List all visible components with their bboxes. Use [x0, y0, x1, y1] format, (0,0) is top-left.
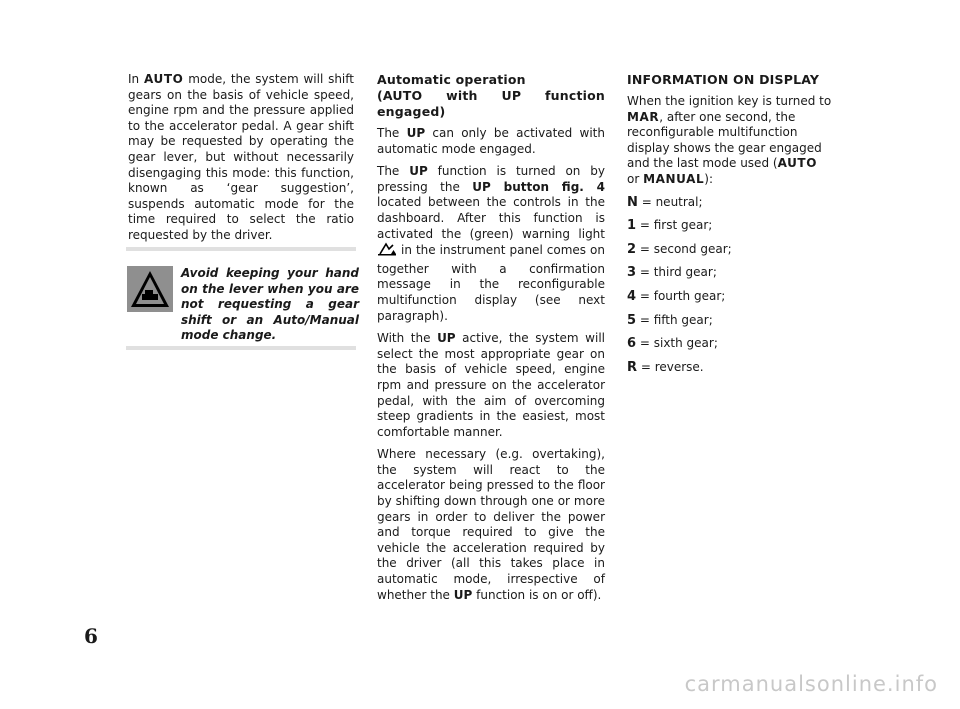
- keyword-up: UP: [409, 164, 428, 179]
- paragraph-auto-mode: [128, 72, 354, 244]
- keyword-up: UP: [437, 331, 456, 346]
- text: can only be activated with automatic mode engaged.: [377, 126, 605, 156]
- text: ):: [704, 171, 714, 186]
- gear-key: 2: [627, 241, 637, 257]
- text: In: [128, 72, 140, 86]
- text: active, the system will select the most appropriate gear on the basis of vehicle speed, engine rpm and pressure on the accelerator pedal, with the aim of overcoming steep gradients in the easiest, most comfortable manner.: [377, 331, 605, 439]
- heading-line: Automatic operation: [377, 72, 526, 87]
- keyword-auto: AUTO: [143, 72, 184, 86]
- text: located between the controls in the dashboard. After this function is activated the (green) warning light: [377, 195, 605, 241]
- gear-key: R: [627, 359, 638, 375]
- list-item-gear: [627, 218, 832, 234]
- text: Where necessary (e.g. overtaking), the system will react to the accelerator being pressed to the floor by shifting down through one or more gears in order to deliver the power and torque required to give the vehicle the acceleration required by the driver (all this takes place in automatic mode, irrespective of whether the: [377, 447, 605, 602]
- list-item-gear: [627, 313, 832, 329]
- list-item-gear: [627, 195, 832, 211]
- gear-key: 1: [627, 218, 637, 234]
- paragraph: [377, 331, 605, 440]
- gear-desc: = first gear;: [636, 218, 713, 233]
- paragraph: [377, 164, 605, 324]
- watermark: carmanualsonline.info: [684, 672, 938, 696]
- section-heading-information-on-display: INFORMATION ON DISPLAY: [627, 72, 820, 87]
- list-item-gear: [627, 336, 832, 352]
- gear-desc: = fourth gear;: [636, 288, 726, 303]
- gear-desc: = sixth gear;: [636, 336, 718, 351]
- gear-desc: = reverse.: [637, 359, 704, 374]
- hand-on-lever-warning-icon: [127, 266, 173, 312]
- divider-bottom: [126, 346, 356, 350]
- text: The: [377, 164, 400, 179]
- text: in the instrument panel comes on together with a confirmation message in the reconfigurable multifunction display (see next paragraph).: [377, 243, 605, 323]
- up-function-warning-light-icon: [377, 242, 397, 262]
- list-item-gear: [627, 242, 832, 258]
- keyword-up-button: UP button fig. 4: [472, 179, 605, 194]
- page-number: 6: [84, 624, 98, 648]
- paragraph-intro: [627, 94, 832, 188]
- text: When the ignition key is turned to: [627, 94, 832, 108]
- gear-key: 3: [627, 265, 637, 281]
- gear-key: N: [627, 194, 638, 210]
- paragraph: [377, 447, 605, 603]
- gear-desc: = second gear;: [636, 241, 732, 256]
- gear-desc: = neutral;: [637, 194, 703, 209]
- text: function is on or off).: [472, 587, 602, 602]
- gear-key: 6: [627, 336, 637, 352]
- text: or: [627, 171, 640, 186]
- column-middle: [377, 72, 605, 610]
- warning-text: Avoid keeping your hand on the lever when you are not requesting a gear shift or an Auto/Manual mode change.: [181, 266, 359, 343]
- keyword-auto: AUTO: [777, 156, 818, 171]
- heading-line: (AUTO with UP function engaged): [377, 88, 605, 119]
- list-item-gear: [627, 289, 832, 305]
- paragraph: [377, 126, 605, 157]
- text: , after one second, the reconfigurable multifunction display shows the gear engaged and the last mode used (: [627, 109, 822, 171]
- text: function is turned on by pressing the: [377, 164, 605, 194]
- gear-key: 4: [627, 288, 637, 304]
- gear-key: 5: [627, 312, 637, 328]
- list-item-gear: [627, 265, 832, 281]
- column-left: [128, 72, 354, 251]
- text: The: [377, 126, 400, 140]
- keyword-up: UP: [406, 126, 426, 140]
- list-item-gear: [627, 360, 832, 376]
- gear-desc: = third gear;: [636, 265, 717, 280]
- text: With the: [377, 331, 431, 346]
- keyword-manual: MANUAL: [643, 171, 705, 186]
- keyword-mar: MAR: [627, 109, 660, 124]
- section-heading-automatic-operation: [377, 72, 605, 120]
- column-right: [627, 72, 832, 383]
- divider-top: [126, 247, 356, 251]
- text: mode, the system will shift gears on the basis of vehicle speed, engine rpm and the pressure applied to the accelerator pedal. A gear shift may be requested by operating the gear lever, but without necessarily disengaging this mode: this function, known as ‘gear suggestion’, suspends automatic mode for the time required to select the ratio requested by the driver.: [128, 72, 354, 242]
- keyword-up: UP: [453, 587, 473, 602]
- gear-desc: = fifth gear;: [636, 312, 713, 327]
- warning-box: [127, 266, 359, 343]
